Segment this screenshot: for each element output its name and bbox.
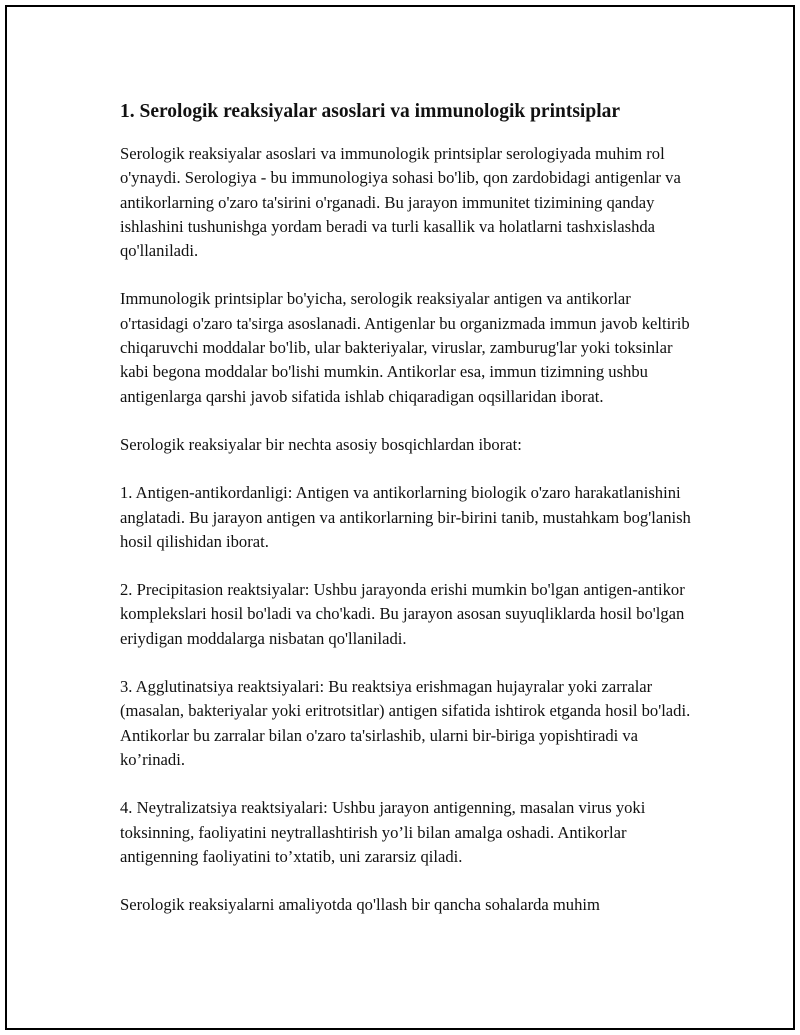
document-body <box>120 99 700 941</box>
list-item-antigen-antibody: 1. Antigen-antikordanligi: Antigen va antikorlarning biologik o'zaro harakatlanishini anglatadi. Bu jarayon antigen va antikorlarning bir-birini tanib, mustahkam bog'lanish hosil qilishidan iborat. <box>120 483 691 551</box>
page-frame <box>5 5 795 1030</box>
paragraph-stages-intro: Serologik reaksiyalar bir nechta asosiy bosqichlardan iborat: <box>120 434 522 454</box>
page-title: 1. Serologik reaksiyalar asoslari va immunologik printsiplar <box>120 101 621 122</box>
list-item-neutralization: 4. Neytralizatsiya reaktsiyalari: Ushbu jarayon antigenning, masalan virus yoki toksinning, faoliyatini neytrallashtirish yo’li bilan amalga oshadi. Antikorlar antigenning faoliyatini to’xtatib, uni zararsiz qiladi. <box>120 798 646 866</box>
paragraph-practical-use: Serologik reaksiyalarni amaliyotda qo'llash bir qancha sohalarda muhim <box>120 895 600 915</box>
list-item-precipitation: 2. Precipitasion reaktsiyalar: Ushbu jarayonda erishi mumkin bo'lgan antigen-antikor komplekslari hosil bo'ladi va cho'kadi. Bu jarayon asosan suyuqliklarda hosil bo'lgan eriydigan moddalarga nisbatan qo'llaniladi. <box>120 580 685 648</box>
paragraph-intro: Serologik reaksiyalar asoslari va immunologik printsiplar serologiyada muhim rol o'ynaydi. Serologiya - bu immunologiya sohasi bo'lib, qon zardobidagi antigenlar va antikorlarning o'zaro ta'sirini o'rganadi. Bu jarayon immunitet tizimining qanday ishlashini tushunishga yordam beradi va turli kasallik va holatlarni tashxislashda qo'llaniladi. <box>120 144 681 261</box>
paragraph-immunologic-principles: Immunologik printsiplar bo'yicha, serologik reaksiyalar antigen va antikorlar o'rtasidagi o'zaro ta'sirga asoslanadi. Antigenlar bu organizmada immun javob keltirib chiqaruvchi moddalar bo'lib, ular bakteriyalar, viruslar, zamburug'lar yoki toksinlar kabi begona moddalar bo'lishi mumkin. Antikorlar esa, immun tizimning ushbu antigenlarga qarshi javob sifatida ishlab chiqaradigan oqsillaridan iborat. <box>120 289 690 406</box>
list-item-agglutination: 3. Agglutinatsiya reaktsiyalari: Bu reaktsiya erishmagan hujayralar yoki zarralar (masalan, bakteriyalar yoki eritrotsitlar) antigen sifatida ishtirok etganda hosil bo'ladi. Antikorlar bu zarralar bilan o'zaro ta'sirlashib, ularni bir-biriga yopishtiradi va ko’rinadi. <box>120 677 691 769</box>
